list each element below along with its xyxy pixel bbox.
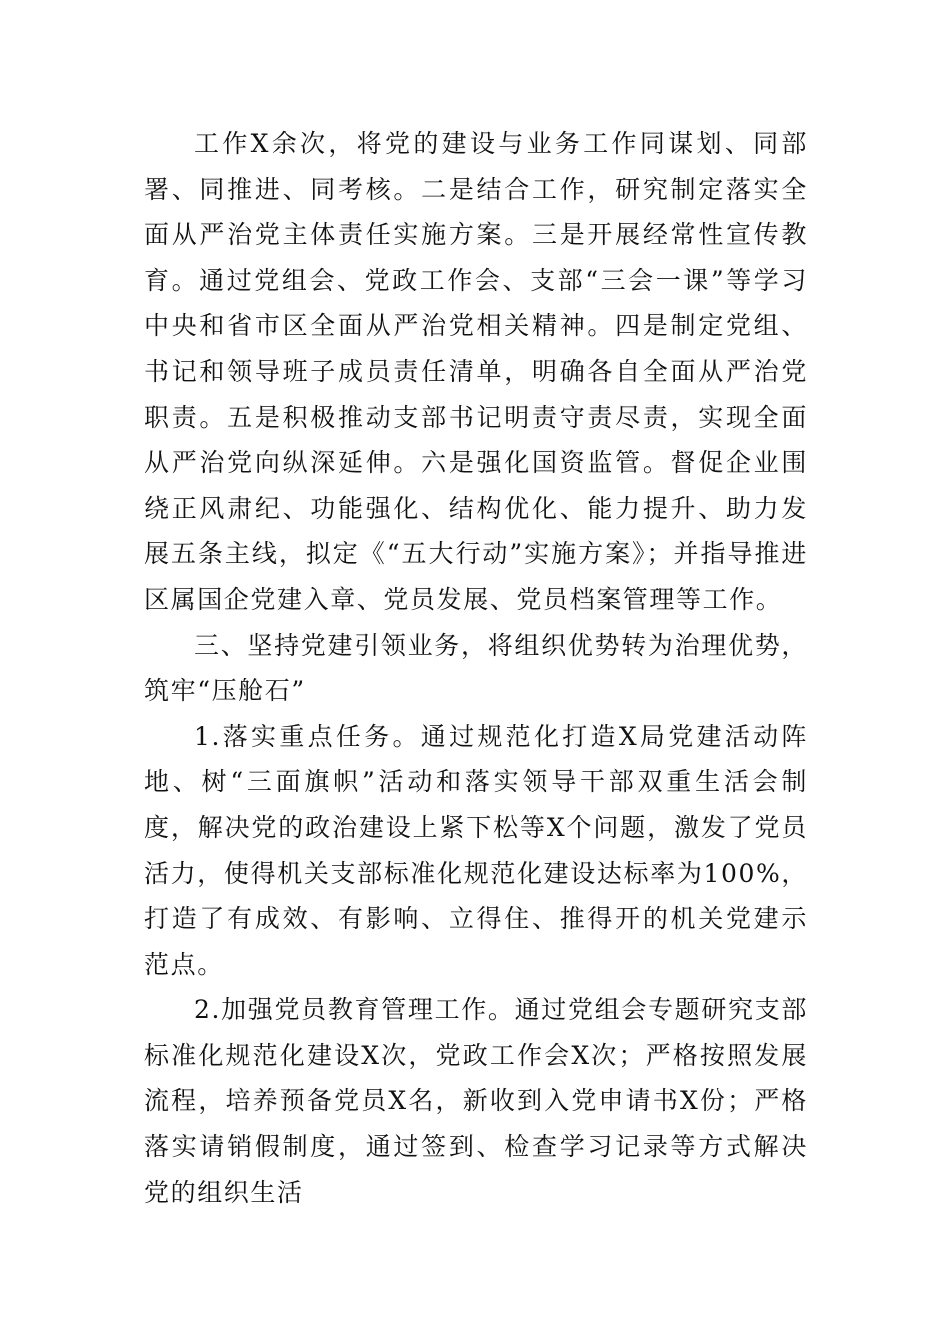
document-body	[144, 121, 808, 1215]
paragraph-item-1: 1.落实重点任务。通过规范化打造X局党建活动阵地、树“三面旗帜”活动和落实领导干部双重生活会制度，解决党的政治建设上紧下松等X个问题，激发了党员活力，使得机关支部标准化规范化建设达标率为100%，打造了有成效、有影响、立得住、推得开的机关党建示范点。	[144, 721, 808, 979]
section-heading-three: 三、坚持党建引领业务，将组织优势转为治理优势，筑牢“压舱石”	[144, 630, 808, 706]
paragraph-item-2: 2.加强党员教育管理工作。通过党组会专题研究支部标准化规范化建设X次，党政工作会X次；严格按照发展流程，培养预备党员X名，新收到入党申请书X份；严格落实请销假制度，通过签到、检查学习记录等方式解决党的组织生活	[144, 995, 808, 1207]
paragraph-continuation: 工作X余次，将党的建设与业务工作同谋划、同部署、同推进、同考核。二是结合工作，研究制定落实全面从严治党主体责任实施方案。三是开展经常性宣传教育。通过党组会、党政工作会、支部“三会一课”等学习中央和省市区全面从严治党相关精神。四是制定党组、书记和领导班子成员责任清单，明确各自全面从严治党职责。五是积极推动支部书记明责守责尽责，实现全面从严治党向纵深延伸。六是强化国资监管。督促企业围绕正风肃纪、功能强化、结构优化、能力提升、助力发展五条主线，拟定《“五大行动”实施方案》；并指导推进区属国企党建入章、党员发展、党员档案管理等工作。	[144, 129, 808, 614]
